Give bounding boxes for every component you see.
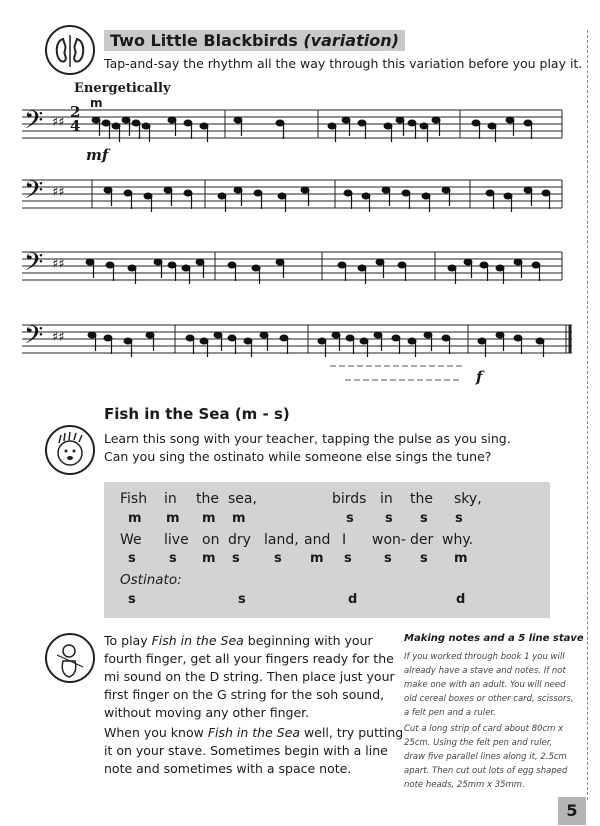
bass-clef-3: 𝄢 [24, 248, 44, 283]
note-head [228, 335, 236, 341]
note-head [432, 117, 440, 123]
note-head [532, 262, 540, 268]
note-head [196, 259, 204, 265]
rhythm-instruction: Tap-and-say the rhythm all the way through this variation before you play it. [104, 56, 583, 71]
note-head [408, 120, 416, 126]
note-head [464, 259, 472, 265]
solfa-syllable: s [169, 551, 177, 566]
instruction-paragraph-2: When you know Fish in the Sea well, try putting it on your stave. Sometimes begin with a line note and sometimes with a space note. [104, 725, 404, 776]
solfa-syllable: s [128, 551, 136, 566]
note-head [374, 332, 382, 338]
note-head [154, 259, 162, 265]
note-head [168, 117, 176, 123]
note-head [536, 338, 544, 344]
note-head [496, 332, 504, 338]
note-head [382, 187, 390, 193]
key-sharps-2: ♯♯ [52, 185, 65, 200]
note-head [200, 123, 208, 129]
lyric-word: land, [264, 532, 299, 548]
violinist-icon [45, 633, 95, 683]
bass-clef-4: 𝄢 [24, 321, 44, 356]
solfa-syllable: m [310, 551, 324, 566]
lyric-word: in [164, 491, 177, 507]
note-head [506, 117, 514, 123]
solfa-syllable: m [128, 511, 142, 526]
note-head [358, 120, 366, 126]
note-head [234, 117, 242, 123]
note-head [146, 332, 154, 338]
note-head [424, 332, 432, 338]
solfa-syllable: s [420, 551, 428, 566]
note-head [346, 335, 354, 341]
note-head [384, 123, 392, 129]
note-head [124, 190, 132, 196]
note-head [480, 262, 488, 268]
note-head [276, 120, 284, 126]
lyric-word: birds [332, 491, 367, 507]
sidebar-title: Making notes and a 5 line stave [404, 633, 584, 644]
note-head [112, 123, 120, 129]
note-head [278, 193, 286, 199]
note-head [486, 190, 494, 196]
note-head [376, 259, 384, 265]
solfa-syllable: m [454, 551, 468, 566]
ostinato-syllable: d [456, 592, 466, 607]
note-head [332, 332, 340, 338]
finger-mark: m [90, 96, 103, 110]
solfa-syllable: s [455, 511, 463, 526]
note-head [218, 193, 226, 199]
note-head [396, 117, 404, 123]
page-edge-line [587, 30, 588, 800]
note-head [254, 190, 262, 196]
note-head [144, 193, 152, 199]
dynamic-f: f [476, 368, 483, 386]
solfa-syllable: s [384, 551, 392, 566]
note-head [142, 123, 150, 129]
note-head [338, 262, 346, 268]
staff-2 [22, 180, 562, 208]
note-head [362, 193, 370, 199]
note-head [496, 265, 504, 271]
note-head [86, 259, 94, 265]
lyric-word: the [196, 491, 219, 507]
note-head [524, 120, 532, 126]
note-head [514, 259, 522, 265]
key-sharps-3: ♯♯ [52, 257, 65, 272]
note-head [92, 117, 100, 123]
music-score [0, 0, 600, 400]
instruction-paragraph-1: To play Fish in the Sea beginning with your fourth finger, get all your fingers ready for the mi sound on the D string. Then place just your first finger on the G string for the soh sound, without moving any other finger. [104, 633, 395, 720]
solfa-syllable: m [202, 551, 216, 566]
note-head [214, 332, 222, 338]
solfa-syllable: s [385, 511, 393, 526]
key-sharps-4: ♯♯ [52, 330, 65, 345]
lyric-word: live [164, 532, 189, 548]
sidebar-text-1: If you worked through book 1 you will already have a stave and notes. If not make one with an adult. You will need old cereal boxes or other card, scissors, a felt pen and a ruler. [404, 652, 574, 718]
note-head [360, 338, 368, 344]
note-head [184, 190, 192, 196]
note-head [186, 335, 194, 341]
note-head [488, 123, 496, 129]
solfa-syllable: s [274, 551, 282, 566]
note-head [234, 187, 242, 193]
note-head [104, 335, 112, 341]
note-head [244, 338, 252, 344]
note-head [478, 338, 486, 344]
solfa-syllable: m [202, 511, 216, 526]
lyric-word: the [410, 491, 433, 507]
note-head [168, 262, 176, 268]
note-head [442, 187, 450, 193]
lyric-word: Fish [120, 491, 148, 507]
note-head [102, 120, 110, 126]
note-head [228, 262, 236, 268]
note-head [344, 190, 352, 196]
key-sharps-1: ♯♯ [52, 115, 65, 130]
note-head [448, 265, 456, 271]
note-head [328, 123, 336, 129]
lyric-word: I [342, 532, 347, 548]
solfa-syllable: s [420, 511, 428, 526]
song-instruction: Learn this song with your teacher, tapping the pulse as you sing. Can you sing the ostinato while someone else sings the tune? [104, 431, 511, 464]
note-head [164, 187, 172, 193]
note-head [422, 193, 430, 199]
lyric-word: on [202, 532, 220, 548]
note-head [280, 335, 288, 341]
note-head [301, 187, 309, 193]
page-number: 5 [558, 797, 586, 825]
note-head [342, 117, 350, 123]
note-head [252, 265, 260, 271]
lyric-word: We [120, 532, 142, 548]
tempo-marking: Energetically [74, 81, 171, 96]
ostinato-syllable: s [238, 592, 246, 607]
note-head [392, 335, 400, 341]
lyric-word: dry [228, 532, 251, 548]
note-head [408, 338, 416, 344]
note-head [420, 123, 428, 129]
sing-face-icon [45, 425, 95, 475]
dynamic-mf: mf [86, 146, 109, 164]
note-head [124, 338, 132, 344]
note-head [358, 265, 366, 271]
note-head [122, 117, 130, 123]
ostinato-syllable: d [348, 592, 358, 607]
note-head [542, 190, 550, 196]
solfa-syllable: s [344, 551, 352, 566]
ostinato-syllable: s [128, 592, 136, 607]
note-head [402, 190, 410, 196]
note-head [504, 193, 512, 199]
sidebar-text-2: Cut a long strip of card about 80cm x 25cm. Using the felt pen and ruler, draw five parallel lines along it, 2.5cm apart. Then cut out lots of egg shaped note heads, 25mm x 35mm. [404, 724, 568, 790]
lyric-word: won- [372, 532, 406, 548]
note-head [398, 262, 406, 268]
solfa-syllable: m [232, 511, 246, 526]
lyric-word: sea, [228, 491, 257, 507]
lyric-word: why. [442, 532, 474, 548]
note-head [318, 338, 326, 344]
lyric-word: in [380, 491, 393, 507]
note-head [106, 262, 114, 268]
lyric-word: sky, [454, 491, 482, 507]
bass-clef-1: 𝄢 [24, 106, 44, 141]
note-head [104, 187, 112, 193]
lyric-word: and [304, 532, 331, 548]
solfa-syllable: s [232, 551, 240, 566]
note-head [276, 259, 284, 265]
note-head [200, 338, 208, 344]
note-head [128, 265, 136, 271]
solfa-syllable: m [166, 511, 180, 526]
note-head [260, 332, 268, 338]
lyric-word: der [410, 532, 434, 548]
piece-title: Two Little Blackbirds (variation) [104, 30, 405, 51]
note-head [88, 332, 96, 338]
bass-clef-2: 𝄢 [24, 176, 44, 211]
solfa-syllable: s [346, 511, 354, 526]
note-head [184, 120, 192, 126]
note-head [182, 265, 190, 271]
note-head [442, 335, 450, 341]
lyrics-box [104, 482, 550, 618]
time-signature: 2 4 [70, 103, 81, 135]
song-title: Fish in the Sea (m - s) [104, 405, 290, 423]
note-head [524, 187, 532, 193]
ostinato-label: Ostinato: [120, 572, 182, 588]
note-head [132, 120, 140, 126]
note-head [472, 120, 480, 126]
note-head [514, 335, 522, 341]
crescendo-dashes [330, 366, 462, 380]
